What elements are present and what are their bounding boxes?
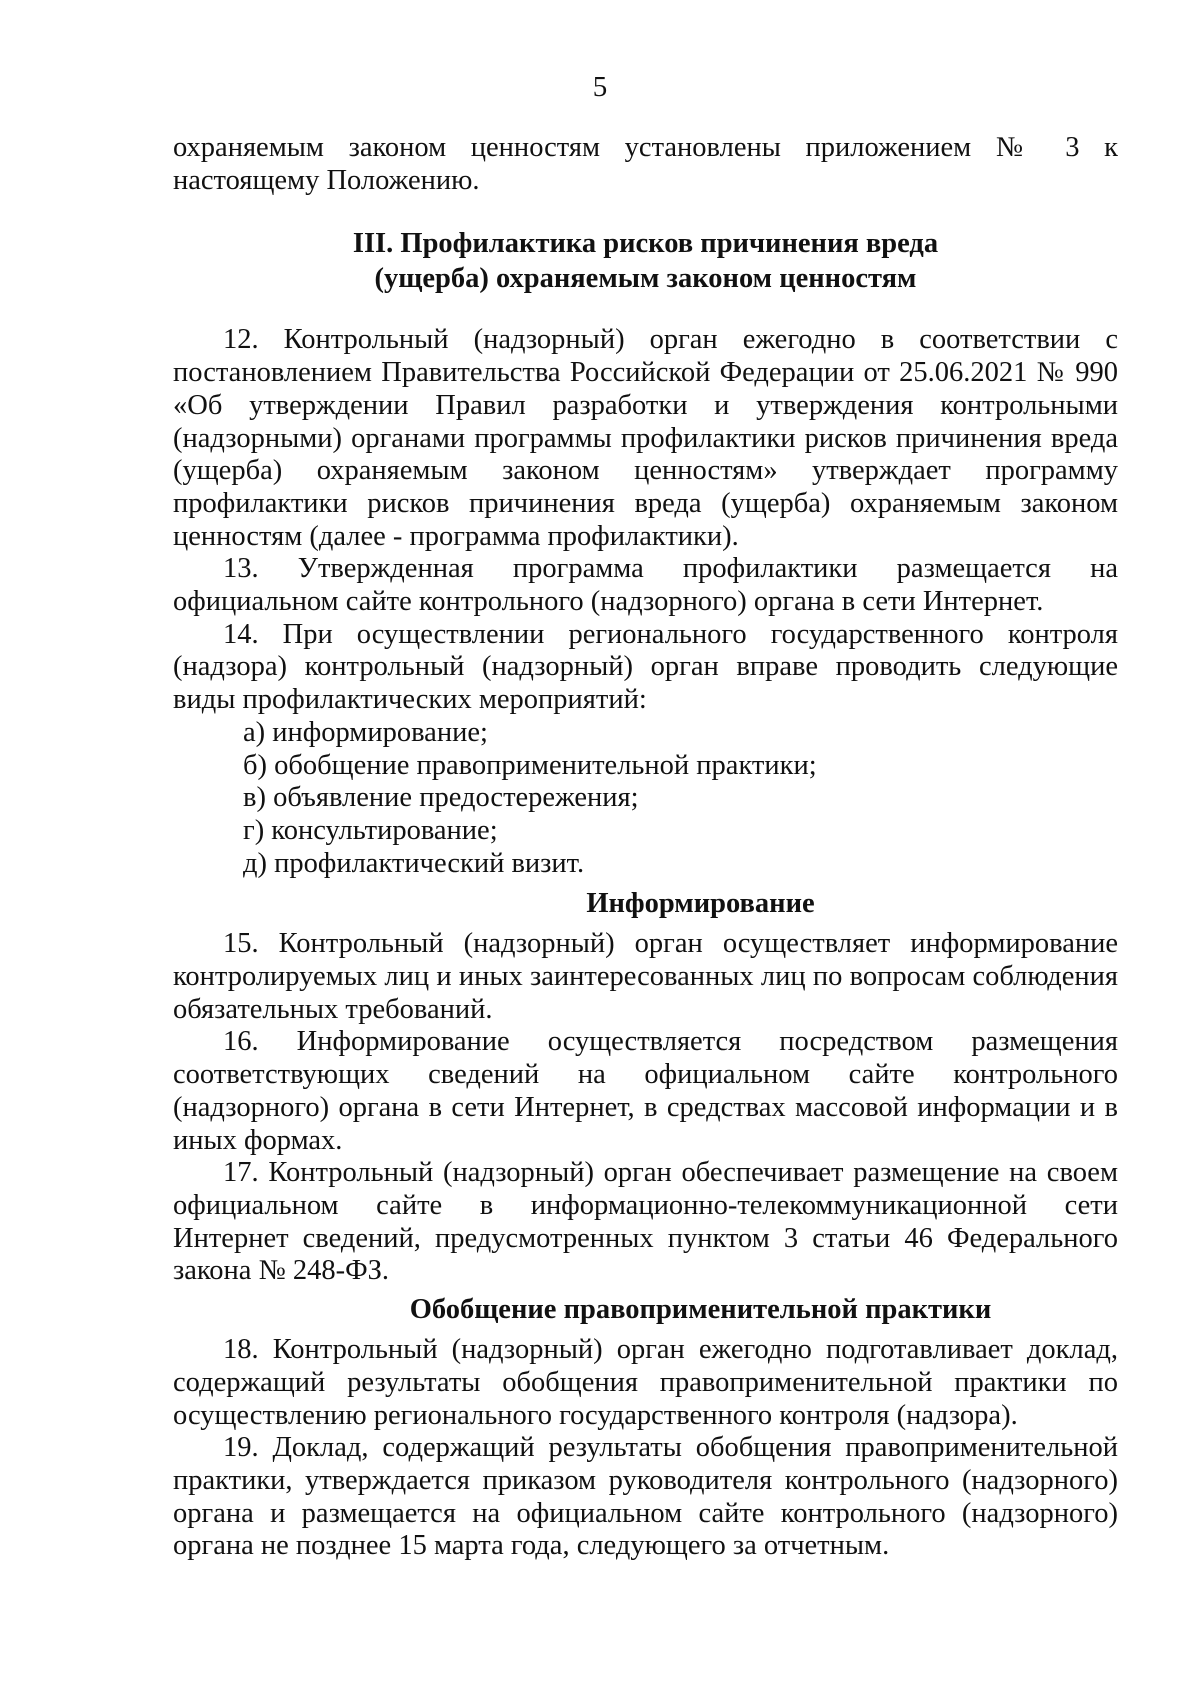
document-body bbox=[173, 132, 1118, 1563]
paragraph-14: 14. При осуществлении регионального государственного контроля (надзора) контрольный (надзорный) орган вправе проводить следующие виды профилактических мероприятий: bbox=[173, 618, 1118, 716]
measures-list bbox=[173, 717, 1118, 881]
section-heading bbox=[173, 227, 1118, 296]
list-item: в) объявление предостережения; bbox=[243, 782, 639, 814]
paragraph-18: 18. Контрольный (надзорный) орган ежегодно подготавливает доклад, содержащий результаты обобщения правоприменительной практики по осуществлению регионального государственного контроля (надзора). bbox=[173, 1334, 1118, 1431]
list-item: а) информирование; bbox=[243, 716, 488, 748]
subsection-heading-practice: Обобщение правоприменительной практики bbox=[409, 1294, 992, 1326]
paragraph-17: 17. Контрольный (надзорный) орган обеспечивает размещение на своем официальном сайте в информационно-телекоммуникационной сети Интернет сведений, предусмотренных пунктом 3 статьи 46 Федерального закона № 248-ФЗ. bbox=[173, 1157, 1118, 1287]
list-item: б) обобщение правоприменительной практики; bbox=[243, 749, 817, 781]
paragraph-13: 13. Утвержденная программа профилактики размещается на официальном сайте контрольного (надзорного) органа в сети Интернет. bbox=[173, 553, 1118, 618]
paragraph-19: 19. Доклад, содержащий результаты обобщения правоприменительной практики, утверждается приказом руководителя контрольного (надзорного) органа и размещается на официальном сайте контрольного (надзорного) органа не позднее 15 марта года, следующего за отчетным. bbox=[173, 1432, 1118, 1562]
intro-paragraph: охраняемым законом ценностям установлены приложением № 3 к настоящему Положению. bbox=[173, 132, 1118, 196]
section-heading-line-2: (ущерба) охраняемым законом ценностям bbox=[374, 262, 917, 294]
paragraph-12: 12. Контрольный (надзорный) орган ежегодно в соответствии с постановлением Правительства Российской Федерации от 25.06.2021 № 990 «Об утверждении Правил разработки и утверждения контрольными (надзорными) органами программы профилактики рисков причинения вреда (ущерба) охраняемым законом ценностям» утверждает программу профилактики рисков причинения вреда (ущерба) охраняемым законом ценностям (далее - программа профилактики). bbox=[173, 324, 1118, 552]
paragraph-15: 15. Контрольный (надзорный) орган осуществляет информирование контролируемых лиц и иных заинтересованных лиц по вопросам соблюдения обязательных требований. bbox=[173, 928, 1118, 1025]
section-heading-line-1: III. Профилактика рисков причинения вреда bbox=[352, 228, 939, 260]
list-item: д) профилактический визит. bbox=[243, 847, 585, 879]
list-item: г) консультирование; bbox=[243, 814, 498, 846]
subsection-heading-informing: Информирование bbox=[586, 888, 815, 920]
paragraph-16: 16. Информирование осуществляется посредством размещения соответствующих сведений на официальном сайте контрольного (надзорного) органа в сети Интернет, в средствах массовой информации и в иных формах. bbox=[173, 1026, 1118, 1156]
page-number: 5 bbox=[592, 71, 608, 103]
